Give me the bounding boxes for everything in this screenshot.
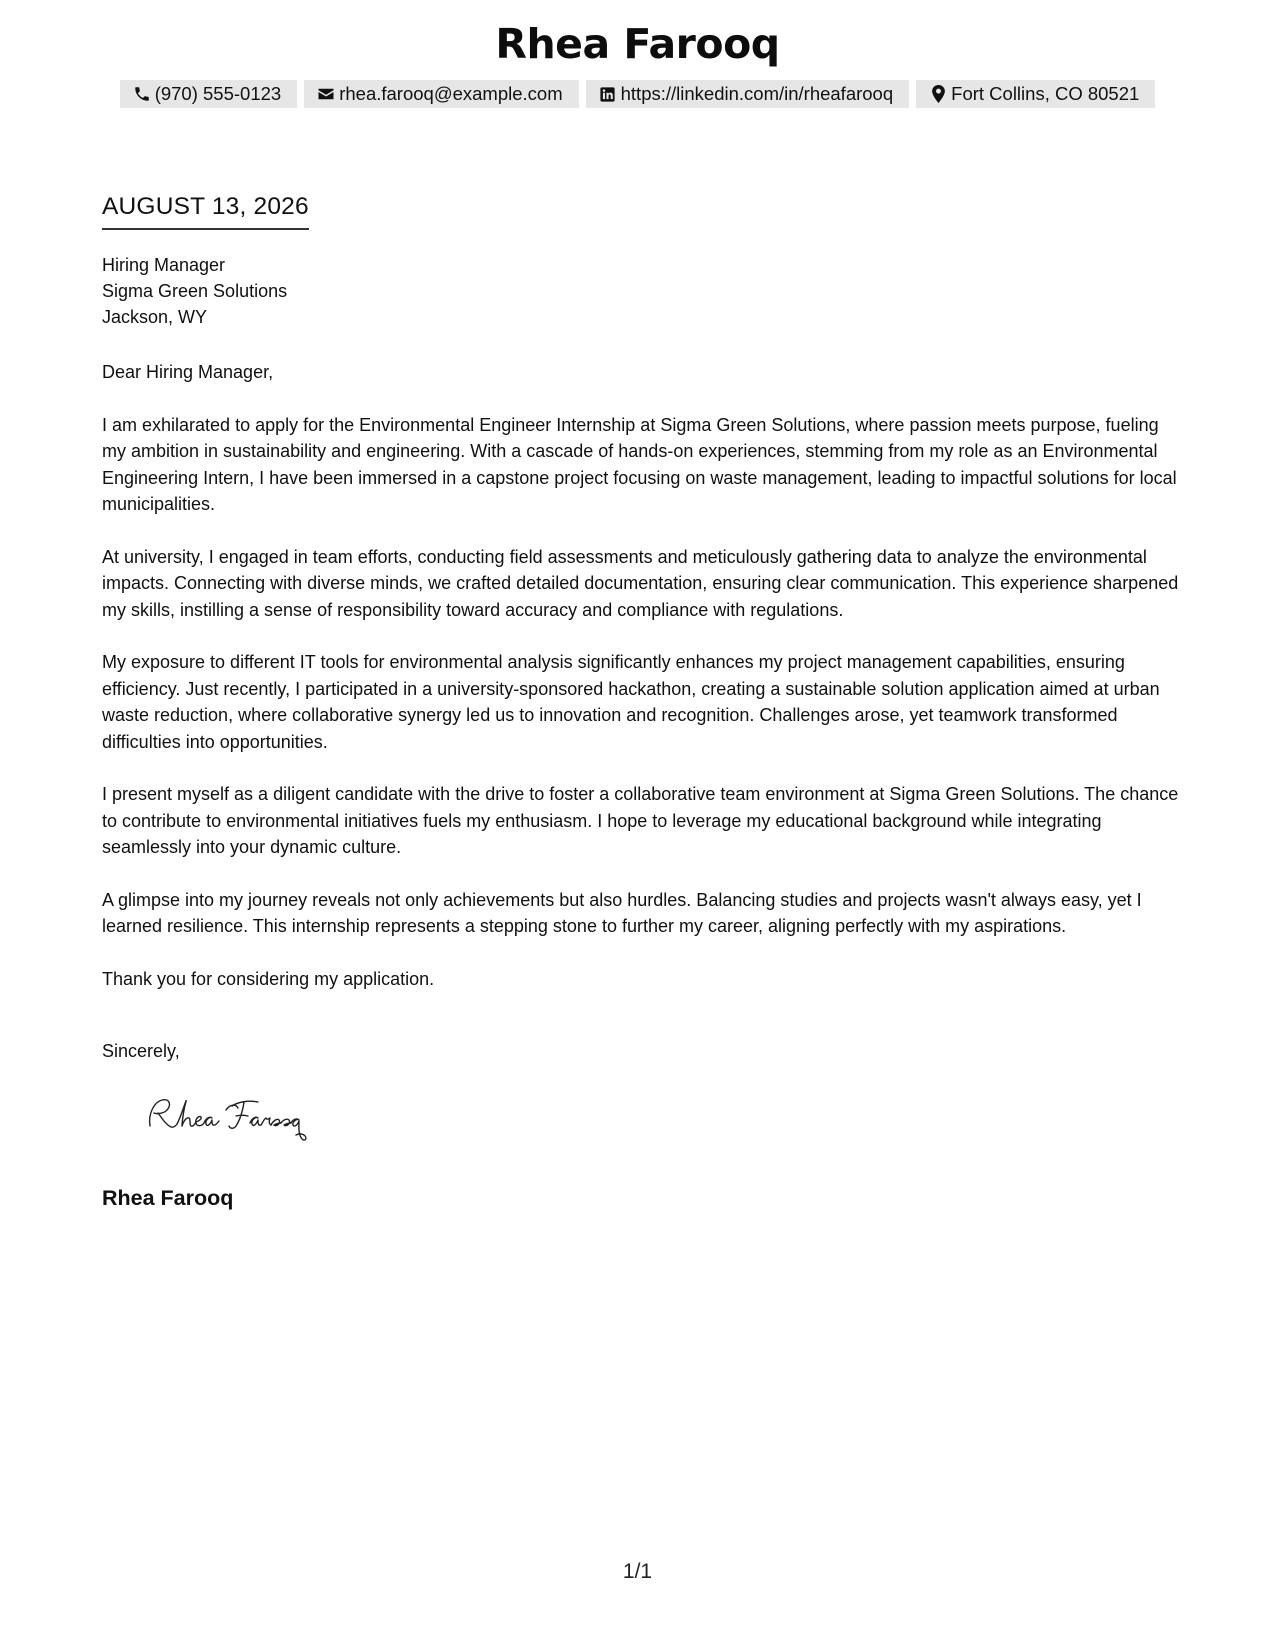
contact-linkedin bbox=[586, 80, 910, 108]
contact-bar bbox=[0, 80, 1275, 108]
paragraph: My exposure to different IT tools for environmental analysis significantly enhances my project management capabilities, ensuring efficiency. Just recently, I participated in a university-sponsored hackathon, creating a sustainable solution application aimed at urban waste reduction, where collaborative synergy led us to innovation and recognition. Challenges arose, yet teamwork transformed difficulties into opportunities. bbox=[102, 652, 1160, 752]
salutation: Dear Hiring Manager, bbox=[102, 362, 274, 382]
contact-phone-text: (970) 555-0123 bbox=[154, 83, 282, 104]
map-pin-icon bbox=[929, 85, 947, 103]
linkedin-icon bbox=[599, 85, 617, 103]
phone-icon bbox=[133, 85, 151, 103]
letter-body bbox=[102, 359, 1182, 1018]
contact-linkedin-text: https://linkedin.com/in/rheafarooq bbox=[620, 83, 894, 104]
contact-email bbox=[304, 80, 578, 108]
envelope-icon bbox=[317, 85, 335, 103]
contact-phone bbox=[120, 80, 298, 108]
contact-email-text: rhea.farooq@example.com bbox=[339, 83, 563, 104]
recipient-company: Sigma Green Solutions bbox=[102, 281, 288, 301]
closing: Sincerely, bbox=[102, 1041, 180, 1061]
recipient-block bbox=[102, 252, 287, 330]
signer-name: Rhea Farooq bbox=[102, 1186, 234, 1210]
paragraph: I present myself as a diligent candidate with the drive to foster a collaborative team environment at Sigma Green Solutions. The chance to contribute to environmental initiatives fuels my enthusiasm. I hope to leverage my educational background while integrating seamlessly into your dynamic culture. bbox=[102, 784, 1179, 857]
page-number: 1/1 bbox=[622, 1560, 653, 1583]
paragraph: Thank you for considering my application. bbox=[102, 968, 435, 989]
paragraph: At university, I engaged in team efforts, conducting field assessments and meticulously gathering data to analyze the environmental impacts. Connecting with diverse minds, we crafted detailed documentation, ensuring clear communication. This experience sharpened my skills, instilling a sense of responsibility toward accuracy and compliance with regulations. bbox=[102, 546, 1179, 620]
contact-location bbox=[916, 80, 1155, 108]
contact-location-text: Fort Collins, CO 80521 bbox=[951, 83, 1140, 104]
handwritten-signature bbox=[140, 1092, 330, 1149]
recipient-city: Jackson, WY bbox=[102, 307, 208, 327]
paragraph: I am exhilarated to apply for the Environmental Engineer Internship at Sigma Green Solutions, where passion meets purpose, fueling my ambition in sustainability and engineering. With a cascade of hands-on experiences, stemming from my role as an Environmental Engineering Intern, I have been immersed in a capstone project focusing on waste management, leading to impactful solutions for local municipalities. bbox=[102, 414, 1177, 514]
applicant-name: Rhea Farooq bbox=[495, 20, 780, 68]
recipient-title: Hiring Manager bbox=[102, 255, 226, 275]
paragraph: A glimpse into my journey reveals not only achievements but also hurdles. Balancing studies and projects wasn't always easy, yet I learned resilience. This internship represents a stepping stone to further my career, aligning perfectly with my aspirations. bbox=[102, 889, 1142, 936]
letter-date: AUGUST 13, 2026 bbox=[102, 193, 309, 230]
